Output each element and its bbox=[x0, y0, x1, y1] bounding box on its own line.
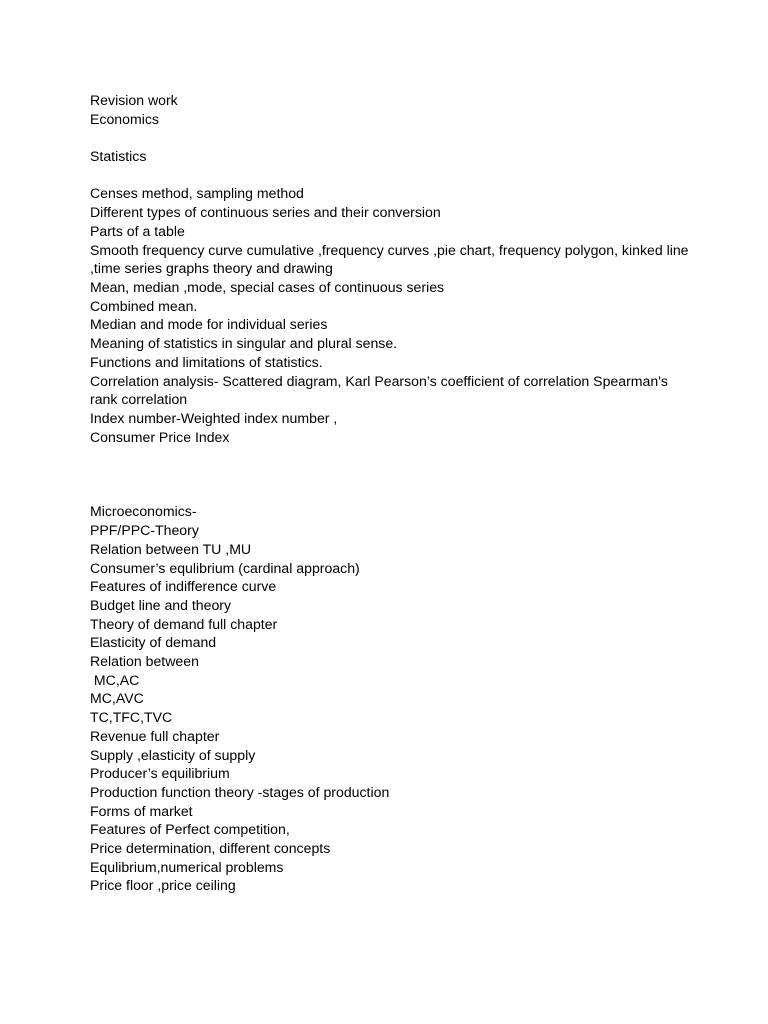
microeconomics-item: MC,AVC bbox=[90, 690, 144, 707]
microeconomics-item: Relation between TU ,MU bbox=[90, 540, 252, 557]
microeconomics-item: Producer’s equilibrium bbox=[90, 765, 230, 782]
statistics-item: Index number-Weighted index number , bbox=[90, 409, 338, 426]
microeconomics-item: Equlibrium,numerical problems bbox=[90, 858, 284, 875]
microeconomics-item: Price floor ,price ceiling bbox=[90, 877, 236, 894]
statistics-heading: Statistics bbox=[90, 148, 147, 165]
statistics-item: Correlation analysis- Scattered diagram, Karl Pearson’s coefficient of correlation Spearman's rank correlation bbox=[90, 372, 672, 408]
statistics-item: Censes method, sampling method bbox=[90, 185, 304, 202]
microeconomics-item: Features of Perfect competition, bbox=[90, 821, 290, 838]
microeconomics-item: Price determination, different concepts bbox=[90, 840, 331, 857]
microeconomics-item: Consumer’s equlibrium (cardinal approach) bbox=[90, 559, 360, 576]
microeconomics-item: Theory of demand full chapter bbox=[90, 615, 278, 632]
statistics-item: Mean, median ,mode, special cases of continuous series bbox=[90, 279, 445, 295]
microeconomics-list bbox=[90, 521, 690, 895]
microeconomics-item: Budget line and theory bbox=[90, 596, 232, 613]
document-title: Revision work bbox=[90, 92, 178, 108]
statistics-item: Parts of a table bbox=[90, 222, 185, 239]
microeconomics-item: Elasticity of demand bbox=[90, 634, 217, 651]
statistics-item: Smooth frequency curve cumulative ,frequency curves ,pie chart, frequency polygon, kinked line ,time series graphs theory and drawing bbox=[90, 241, 693, 277]
statistics-item: Consumer Price Index bbox=[90, 428, 230, 445]
statistics-item: Different types of continuous series and their conversion bbox=[90, 204, 441, 221]
microeconomics-item: Features of indifference curve bbox=[90, 578, 277, 595]
microeconomics-item: Production function theory -stages of production bbox=[90, 783, 390, 800]
microeconomics-item: Relation between bbox=[90, 653, 199, 670]
statistics-item: Median and mode for individual series bbox=[90, 316, 328, 333]
section-spacer bbox=[90, 446, 690, 502]
statistics-item: Functions and limitations of statistics. bbox=[90, 353, 323, 370]
statistics-list bbox=[90, 184, 693, 446]
microeconomics-item: TC,TFC,TVC bbox=[90, 709, 173, 726]
blank-line bbox=[90, 128, 690, 147]
document-subject: Economics bbox=[90, 110, 159, 127]
microeconomics-item: Revenue full chapter bbox=[90, 727, 220, 744]
microeconomics-item: PPF/PPC-Theory bbox=[90, 522, 199, 539]
statistics-item: Combined mean. bbox=[90, 297, 198, 314]
blank-line bbox=[90, 166, 690, 185]
microeconomics-item: MC,AC bbox=[90, 671, 140, 688]
microeconomics-item: Supply ,elasticity of supply bbox=[90, 746, 256, 763]
microeconomics-item: Forms of market bbox=[90, 802, 193, 819]
statistics-item: Meaning of statistics in singular and plural sense. bbox=[90, 335, 398, 352]
microeconomics-heading: Microeconomics- bbox=[90, 503, 197, 520]
document-body bbox=[90, 91, 693, 895]
